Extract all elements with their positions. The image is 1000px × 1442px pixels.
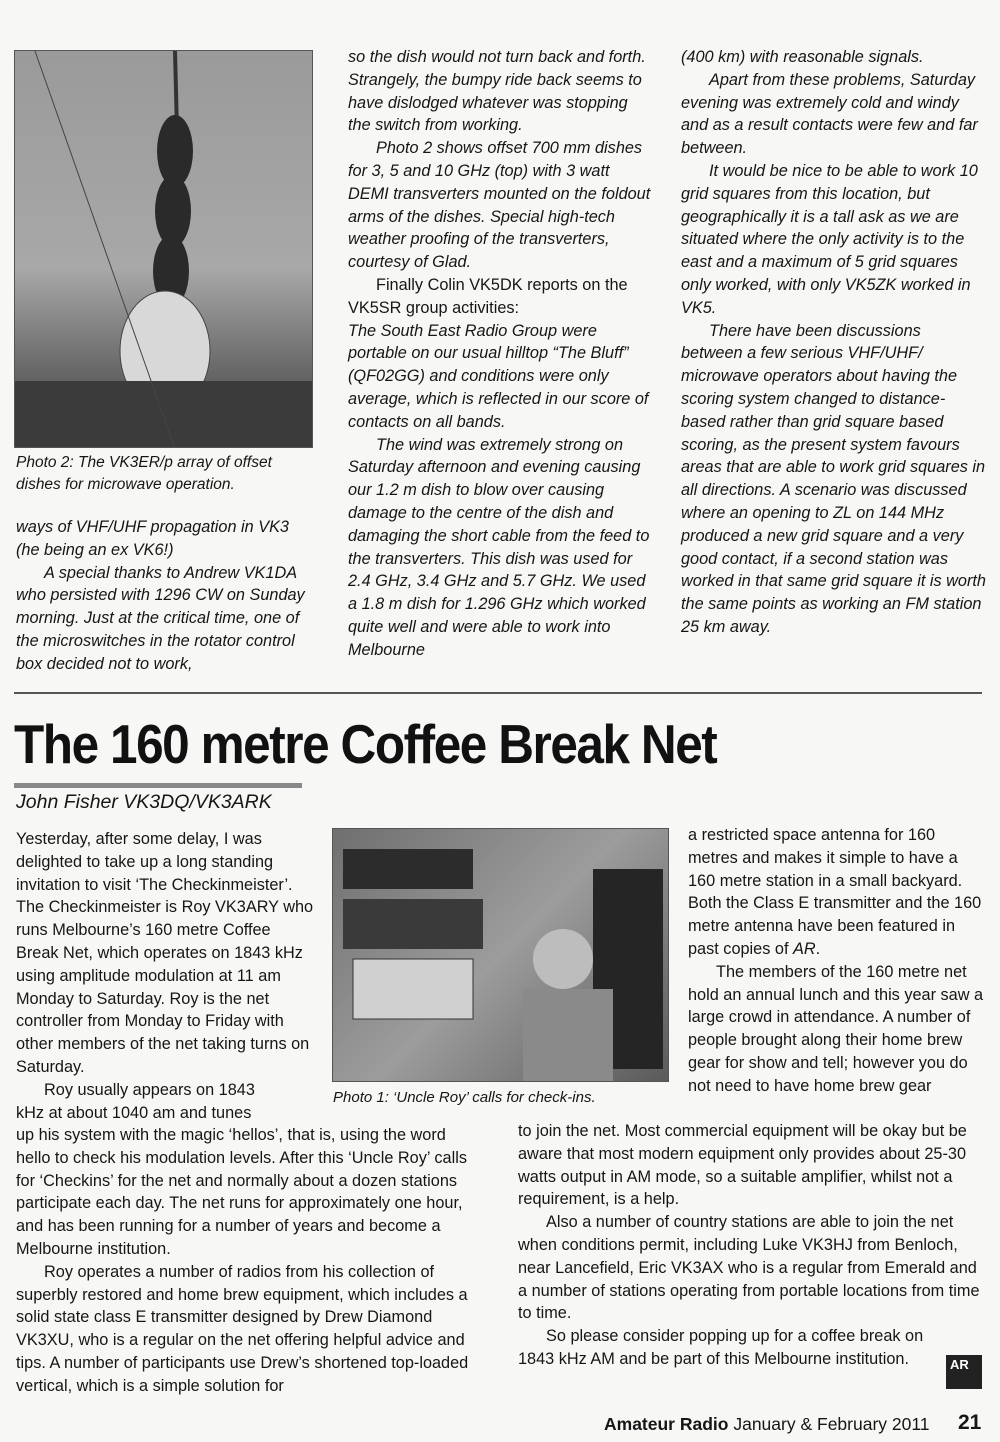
magazine-name: Amateur Radio xyxy=(604,1414,729,1434)
article-right-column-lower xyxy=(518,1120,986,1371)
page-footer xyxy=(604,1414,930,1435)
top-column-1 xyxy=(16,516,316,676)
dish-array-illustration xyxy=(15,51,313,448)
paragraph: The wind was extremely strong on Saturday afternoon and evening causing our 1.2 m dish to blow over causing damage to the centre of the dish and damaging the short cable from the feed to the transverters. This dish was used for 2.4 GHz, 3.4 GHz and 5.7 GHz. We used a 1.8 m dish for 1.296 GHz which worked quite well and were able to work into Melbourne xyxy=(348,435,650,659)
paragraph: up his system with the magic ‘hellos’, that is, using the word hello to check his modulation levels. After this ‘Uncle Roy’ calls for ‘Checkins’ for the net and normally about a dozen stations participate each day. The net runs for approximately one hour, and has been running for a number of years and become a Melbourne institution. xyxy=(16,1126,467,1258)
article-left-column xyxy=(16,828,316,1124)
article-byline: John Fisher VK3DQ/VK3ARK xyxy=(16,791,272,813)
paragraph: It would be nice to be able to work 10 grid squares from this location, but geographically it is a tall ask as we are situated where the only activity is to the east and a maximum of 5 grid squares only worked, with only VK5ZK worked in VK5. xyxy=(681,161,978,317)
radio-shack-illustration xyxy=(333,829,669,1082)
top-column-3 xyxy=(681,46,986,639)
paragraph: A special thanks to Andrew VK1DA who persisted with 1296 CW on Sunday morning. Just at the critical time, one of the microswitches in the rotator control box decided not to work, xyxy=(16,563,305,673)
photo-2-caption: Photo 2: The VK3ER/p array of offset dishes for microwave operation. xyxy=(16,454,272,493)
ar-end-logo: AR xyxy=(946,1355,982,1389)
article-title: The 160 metre Coffee Break Net xyxy=(14,713,717,775)
paragraph: to join the net. Most commercial equipment will be okay but be aware that most modern equipment only provides about 25-30 watts output in AM mode, so a suitable amplifier, whilst not a requirement, is a help. xyxy=(518,1122,967,1209)
text-run: AR xyxy=(793,939,816,958)
paragraph: Roy usually appears on 1843 kHz at about 1040 am and tunes xyxy=(16,1080,255,1122)
title-underline xyxy=(14,783,302,788)
paragraph: (400 km) with reasonable signals. xyxy=(681,48,924,66)
photo-1-caption: Photo 1: ‘Uncle Roy’ calls for check-ins. xyxy=(333,1089,596,1106)
photo-2-dish-array xyxy=(14,50,313,448)
text-run: . xyxy=(815,939,821,958)
paragraph: Photo 2 shows offset 700 mm dishes for 3, 5 and 10 GHz (top) with 3 watt DEMI transverters mounted on the foldout arms of the dishes. Special high-tech weather proofing of the transverters, courtesy of Glad. xyxy=(348,139,651,272)
paragraph: Also a number of country stations are able to join the net when conditions permit, including Luke VK3HJ from Benloch, near Lancefield, Eric VK3AX who is a regular from Emerald and a number of stations operating from portable locations from time to time. xyxy=(518,1213,980,1323)
paragraph: Roy operates a number of radios from his collection of superbly restored and home brew equipment, which includes a solid state class E transmitter designed by Drew Diamond VK3XU, who is a regular on the net offering helpful advice and tips. A number of participants use Drew’s shortened top-loaded vertical, which is a simple solution for xyxy=(16,1262,469,1395)
photo-1-uncle-roy xyxy=(332,828,669,1082)
article-right-column xyxy=(688,824,986,1098)
paragraph: Apart from these problems, Saturday evening was extremely cold and windy and as a result contacts were few and far between. xyxy=(681,70,978,158)
paragraph: The South East Radio Group were portable on our usual hilltop “The Bluff” (QF02GG) and conditions were only average, which is reflected in our score of contacts on all bands. xyxy=(348,321,649,431)
top-column-2 xyxy=(348,46,653,662)
paragraph: so the dish would not turn back and forth. Strangely, the bumpy ride back seems to have dislodged whatever was stopping the switch from working. xyxy=(348,48,646,135)
paragraph: Yesterday, after some delay, I was delighted to take up a long standing invitation to visit ‘The Checkinmeister’. The Checkinmeister is Roy VK3ARY who runs Melbourne’s 160 metre Coffee Break Net, which operates on 1843 kHz using amplitude modulation at 11 am Monday to Saturday. Roy is the net controller from Monday to Friday with other members of the net taking turns on Saturday. xyxy=(16,830,314,1076)
paragraph xyxy=(688,824,986,961)
article-left-column-lower xyxy=(16,1124,484,1398)
paragraph: ways of VHF/UHF propagation in VK3 (he being an ex VK6!) xyxy=(16,518,289,559)
paragraph: There have been discussions between a few serious VHF/UHF/ microwave operators about having the scoring system changed to distance-based rather than grid square based scoring, as the present system favours areas that are able to work grid squares in all directions. A scenario was discussed where an opening to ZL on 144 MHz produced a new grid square and a very good contact, if a second station was worked in that same grid square it is worth the same points as working an FM station 25 km away. xyxy=(681,321,986,636)
text-run: a restricted space antenna for 160 metres and makes it simple to have a 160 metre station in a small backyard. Both the Class E transmitter and the 160 metre antenna have been featured in past copies of xyxy=(688,826,982,958)
section-divider xyxy=(14,692,982,694)
paragraph: Finally Colin VK5DK reports on the VK5SR group activities: xyxy=(348,275,628,317)
issue-date: January & February 2011 xyxy=(733,1414,930,1434)
paragraph: The members of the 160 metre net hold an annual lunch and this year saw a large crowd in attendance. A number of people brought along their home brew gear for show and tell; however you do not need to have home brew gear xyxy=(688,962,984,1095)
paragraph: So please consider popping up for a coffee break on 1843 kHz AM and be part of this Melbourne institution. xyxy=(518,1327,924,1368)
page-number: 21 xyxy=(958,1411,982,1434)
